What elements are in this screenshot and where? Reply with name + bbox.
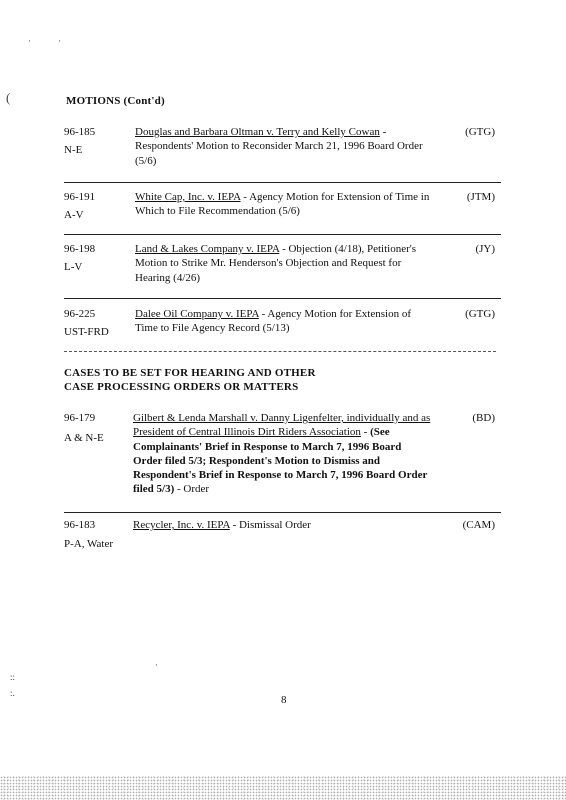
divider bbox=[64, 351, 496, 352]
section-heading-cases: CASES TO BE SET FOR HEARING AND OTHER bbox=[64, 367, 316, 379]
case-parties: Dalee Oil Company v. IEPA bbox=[135, 308, 259, 320]
case-action: - Order bbox=[174, 483, 210, 496]
caption-separator: - bbox=[258, 308, 268, 320]
caption-separator: - bbox=[240, 191, 250, 203]
docket-number: 96-225 bbox=[64, 308, 96, 320]
case-type: A-V bbox=[64, 209, 84, 221]
hearing-officer: (GTG) bbox=[465, 308, 495, 320]
section-heading-motions: MOTIONS (Cont'd) bbox=[66, 95, 165, 107]
case-description: Objection (4/18), Petitioner's Motion to Strike Mr. Henderson's Objection and Request for Hearing (4/26) bbox=[135, 243, 417, 284]
case-type: N-E bbox=[64, 144, 83, 156]
hearing-officer: (JY) bbox=[475, 243, 495, 255]
case-parties: Gilbert & Lenda Marshall v. Danny Ligenfelter, individually and as President of Central Illinois Dirt Riders Association bbox=[133, 412, 431, 439]
case-caption bbox=[133, 518, 433, 532]
case-parties: Douglas and Barbara Oltman v. Terry and Kelly Cowan bbox=[135, 126, 380, 138]
case-caption bbox=[135, 190, 435, 219]
caption-separator: - bbox=[379, 126, 387, 138]
case-type: A & N-E bbox=[64, 432, 104, 444]
case-parties: White Cap, Inc. v. IEPA bbox=[135, 191, 241, 203]
hearing-officer: (BD) bbox=[472, 412, 495, 424]
case-description: Respondents' Motion to Reconsider March 21, 1996 Board Order (5/6) bbox=[135, 140, 423, 167]
case-type: L-V bbox=[64, 261, 83, 273]
docket-number: 96-191 bbox=[64, 191, 96, 203]
hearing-officer: (GTG) bbox=[465, 126, 495, 138]
divider bbox=[64, 182, 501, 183]
scan-mark: ( bbox=[6, 90, 11, 105]
scan-noise-strip bbox=[0, 776, 566, 800]
caption-separator: - bbox=[229, 519, 239, 531]
scan-speck: · bbox=[28, 36, 31, 46]
docket-number: 96-198 bbox=[64, 243, 96, 255]
scan-speck: · bbox=[58, 36, 61, 46]
case-caption bbox=[133, 411, 433, 497]
caption-separator: - bbox=[360, 426, 371, 439]
case-caption bbox=[135, 125, 435, 168]
case-description: Agency Motion for Extension of Time in Which to File Recommendation (5/6) bbox=[135, 191, 430, 218]
caption-separator: - bbox=[279, 243, 289, 255]
case-brief-note: (See Complainants' Brief in Response to March 7, 1996 Board Order filed 5/3; Respondent's Motion to Dismiss and Respondent's Brief in Response to March 7, 1996 Board Order filed 5/3) bbox=[133, 426, 428, 496]
docket-number: 96-183 bbox=[64, 519, 96, 531]
hearing-officer: (JTM) bbox=[466, 191, 495, 203]
docket-number: 96-185 bbox=[64, 126, 96, 138]
case-parties: Recycler, Inc. v. IEPA bbox=[133, 519, 230, 531]
divider bbox=[64, 512, 501, 513]
case-parties: Land & Lakes Company v. IEPA bbox=[135, 243, 280, 255]
divider bbox=[64, 234, 501, 235]
scan-speck: :: bbox=[10, 672, 16, 682]
case-description: Agency Motion for Extension of Time to File Agency Record (5/13) bbox=[135, 308, 411, 335]
scan-speck: :. bbox=[10, 688, 15, 698]
case-type: UST-FRD bbox=[64, 326, 109, 338]
case-caption bbox=[135, 242, 435, 285]
case-description: Dismissal Order bbox=[238, 519, 311, 531]
page-number: 8 bbox=[281, 694, 287, 706]
scan-speck: · bbox=[155, 660, 158, 670]
section-heading-cases-line2: CASE PROCESSING ORDERS OR MATTERS bbox=[64, 381, 299, 393]
divider bbox=[64, 298, 501, 299]
case-caption bbox=[135, 307, 435, 336]
hearing-officer: (CAM) bbox=[462, 519, 495, 531]
case-type: P-A, Water bbox=[64, 538, 114, 550]
docket-number: 96-179 bbox=[64, 412, 96, 424]
